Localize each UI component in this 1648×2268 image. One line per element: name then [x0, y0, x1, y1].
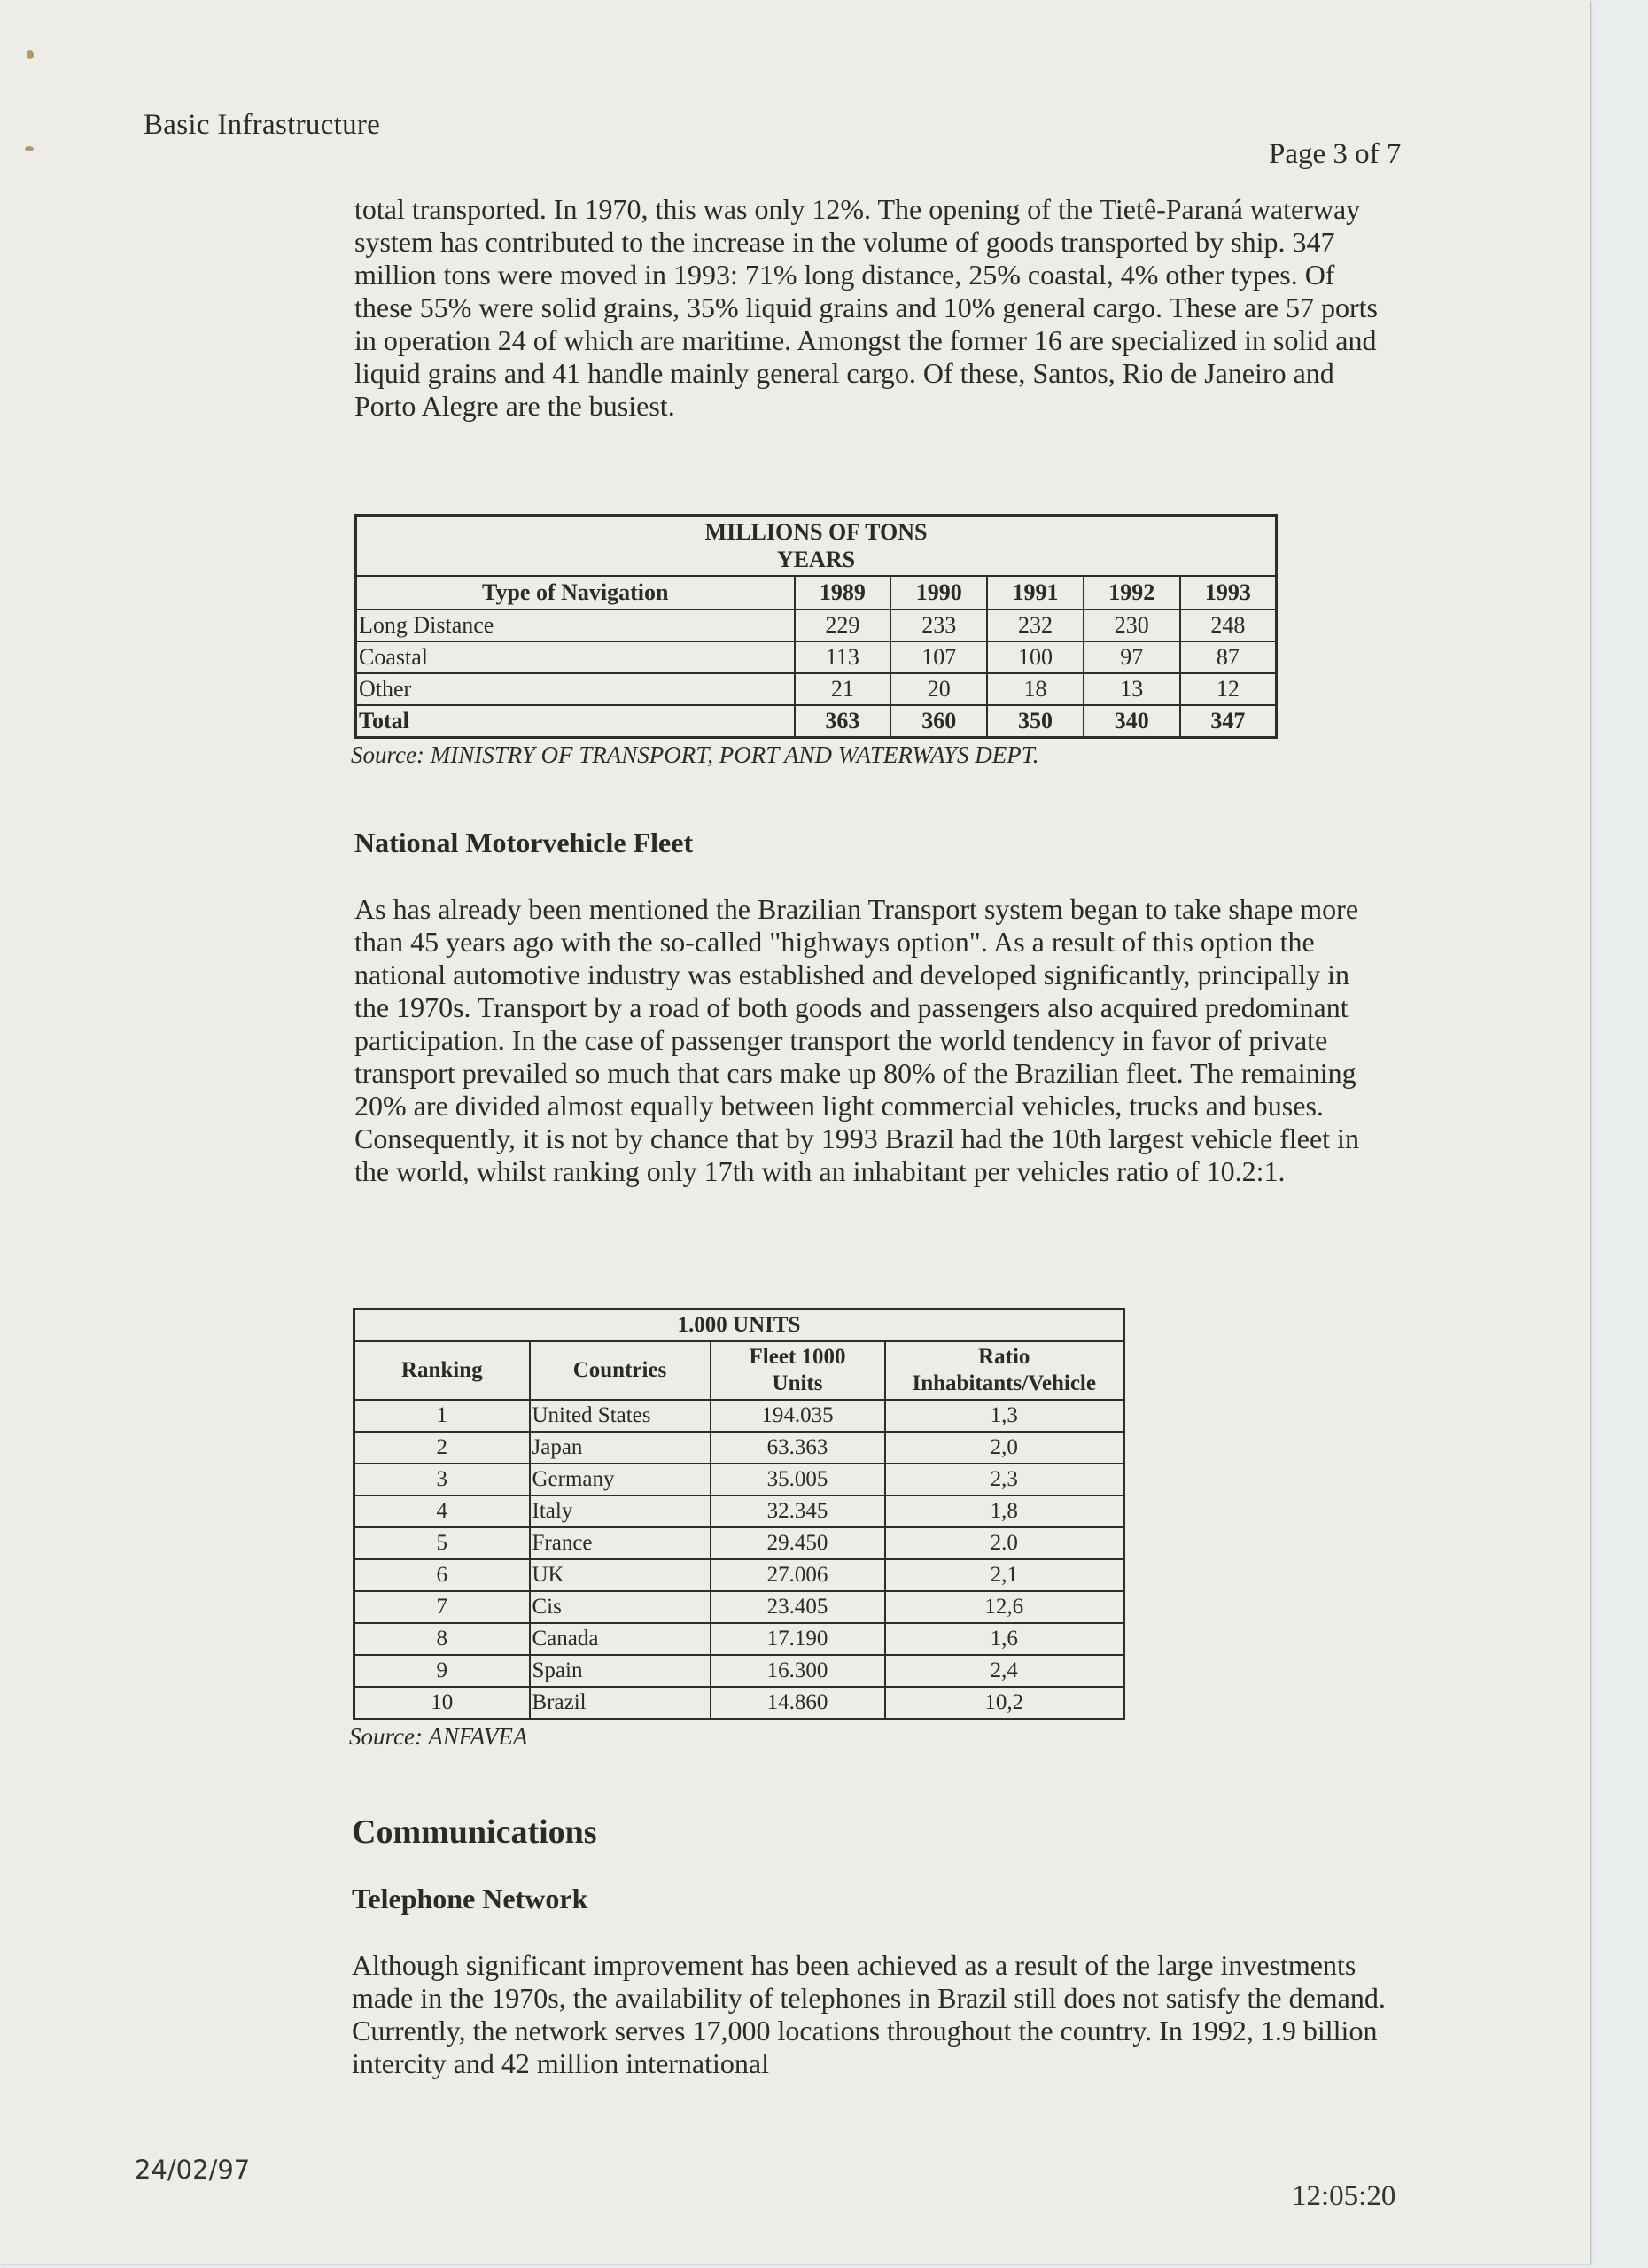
table-cell-ratio: 1,8: [885, 1495, 1124, 1527]
table-cell-country: France: [530, 1527, 711, 1559]
table-cell: 340: [1084, 705, 1180, 738]
table-cell-rank: 7: [354, 1591, 530, 1623]
table-total-row: [356, 705, 1277, 738]
table-row: [354, 1495, 1124, 1527]
table-cell-fleet: 16.300: [711, 1655, 885, 1687]
table-cell-country: Canada: [530, 1623, 711, 1655]
table-cell: 97: [1084, 641, 1180, 673]
table-cell-country: Japan: [530, 1432, 711, 1464]
table-cell-country: Italy: [530, 1495, 711, 1527]
table-cell: 230: [1084, 610, 1180, 641]
table-cell: 13: [1084, 673, 1180, 705]
column-header-year: 1990: [890, 576, 987, 610]
row-label: Other: [356, 673, 795, 705]
table-row: [354, 1591, 1124, 1623]
subsection-heading-telephone: Telephone Network: [352, 1883, 588, 1915]
table-cell-fleet: 14.860: [711, 1687, 885, 1720]
page-number: Page 3 of 7: [1269, 138, 1402, 170]
intro-block: [354, 193, 1391, 423]
table-cell: 350: [987, 705, 1084, 738]
table-row: [354, 1623, 1124, 1655]
table-cell-ratio: 2,0: [885, 1432, 1124, 1464]
table-header-row: [354, 1341, 1124, 1400]
table-title: 1.000 UNITS: [354, 1309, 1124, 1342]
table-row: [354, 1559, 1124, 1591]
table-cell-rank: 4: [354, 1495, 530, 1527]
table-header-row: [356, 576, 1277, 610]
table-cell: 360: [890, 705, 987, 738]
table-cell: 229: [795, 610, 891, 641]
table-cell-fleet: 32.345: [711, 1495, 885, 1527]
table-cell-ratio: 10,2: [885, 1687, 1124, 1720]
telephone-paragraph: Although significant improvement has been achieved as a result of the large investments made in the 1970s, the availability of telephones in Brazil still does not satisfy the demand. Currently, the network serves 17,000 locations throughout the country. In 1992, 1.9 billion intercity and 42 million international: [352, 1949, 1386, 2079]
table-cell-ratio: 1,3: [885, 1400, 1124, 1432]
table-cell-country: Germany: [530, 1464, 711, 1495]
row-label: Coastal: [356, 641, 795, 673]
table-cell: 248: [1180, 610, 1277, 641]
table-title-line: MILLIONS OF TONS: [704, 519, 928, 545]
column-header-ranking: Ranking: [354, 1341, 530, 1400]
table-cell: 113: [795, 641, 891, 673]
table-cell: 232: [987, 610, 1084, 641]
column-header-year: 1989: [795, 576, 891, 610]
communications-block: [352, 1813, 1388, 2080]
table-cell-fleet: 17.190: [711, 1623, 885, 1655]
table-row: [356, 673, 1277, 705]
table-title-row: [354, 1309, 1124, 1342]
navigation-table-block: [351, 514, 1391, 769]
column-header-countries: Countries: [530, 1341, 711, 1400]
vehicle-fleet-table: [353, 1308, 1125, 1720]
header-line: Ratio: [978, 1345, 1030, 1369]
table-cell-rank: 2: [354, 1432, 530, 1464]
fleet-table-body: [354, 1400, 1124, 1720]
table-cell: 87: [1180, 641, 1277, 673]
punch-hole-mark: [25, 146, 34, 151]
fleet-section-block: [354, 826, 1391, 1188]
column-header-type: Type of Navigation: [356, 576, 795, 610]
table-cell: 233: [890, 610, 987, 641]
table-cell: 18: [987, 673, 1084, 705]
table-cell-rank: 6: [354, 1559, 530, 1591]
table-cell: 347: [1180, 705, 1277, 738]
table-cell-country: Brazil: [530, 1687, 711, 1720]
table-cell-fleet: 35.005: [711, 1464, 885, 1495]
table-cell-ratio: 1,6: [885, 1623, 1124, 1655]
table-row: [354, 1400, 1124, 1432]
table-title: [356, 516, 1277, 577]
column-header-year: 1993: [1180, 576, 1277, 610]
table-cell-ratio: 2,3: [885, 1464, 1124, 1495]
table-cell: 12: [1180, 673, 1277, 705]
table-source-note: Source: ANFAVEA: [349, 1723, 528, 1750]
header-line: Units: [772, 1371, 823, 1395]
table-row: [354, 1687, 1124, 1720]
table-cell-rank: 9: [354, 1655, 530, 1687]
table-subtitle-line: YEARS: [776, 547, 856, 572]
punch-hole-mark: [27, 50, 34, 59]
table-row: [354, 1527, 1124, 1559]
row-label: Total: [356, 705, 795, 738]
table-title-row: [356, 516, 1277, 577]
column-header-fleet: [711, 1341, 885, 1400]
column-header-ratio: [885, 1341, 1124, 1400]
table-cell-fleet: 29.450: [711, 1527, 885, 1559]
table-cell-ratio: 2,1: [885, 1559, 1124, 1591]
section-heading-communications: Communications: [352, 1814, 597, 1851]
column-header-year: 1992: [1084, 576, 1180, 610]
table-row: [354, 1464, 1124, 1495]
table-cell-country: UK: [530, 1559, 711, 1591]
row-label: Long Distance: [356, 610, 795, 641]
table-row: [356, 610, 1277, 641]
table-cell-fleet: 194.035: [711, 1400, 885, 1432]
table-cell-fleet: 23.405: [711, 1591, 885, 1623]
footer-date: 24/02/97: [135, 2155, 251, 2185]
table-cell: 20: [890, 673, 987, 705]
table-cell-fleet: 27.006: [711, 1559, 885, 1591]
section-heading-fleet: National Motorvehicle Fleet: [354, 827, 694, 858]
table-cell: 363: [795, 705, 891, 738]
table-cell-ratio: 2,4: [885, 1655, 1124, 1687]
fleet-paragraph: As has already been mentioned the Brazilian Transport system began to take shape more than 45 years ago with the so-called "highways option". As a result of this option the national automotive industry was established and developed significantly, principally in the 1970s. Transport by a road of both goods and passengers also acquired predominant participation. In the case of passenger transport the world tendency in favor of private transport prevailed so much that cars make up 80% of the Brazilian fleet. The remaining 20% are divided almost equally between light commercial vehicles, trucks and buses. Consequently, it is not by chance that by 1993 Brazil had the 10th largest vehicle fleet in the world, whilst ranking only 17th with an inhabitant per vehicles ratio of 10.2:1.: [354, 893, 1359, 1187]
table-cell-rank: 8: [354, 1623, 530, 1655]
table-cell-country: Spain: [530, 1655, 711, 1687]
table-row: [354, 1655, 1124, 1687]
table-cell-country: United States: [530, 1400, 711, 1432]
intro-paragraph: total transported. In 1970, this was only 12%. The opening of the Tietê-Paraná waterway system has contributed to the increase in the volume of goods transported by ship. 347 million tons were moved in 1993: 71% long distance, 25% coastal, 4% other types. Of these 55% were solid grains, 35% liquid grains and 10% general cargo. These are 57 ports in operation 24 of which are maritime. Amongst the former 16 are specialized in solid and liquid grains and 41 handle mainly general cargo. Of these, Santos, Rio de Janeiro and Porto Alegre are the busiest.: [354, 193, 1378, 422]
table-cell: 107: [890, 641, 987, 673]
running-header-title: Basic Infrastructure: [144, 109, 381, 141]
footer-time: 12:05:20: [1292, 2180, 1396, 2212]
table-cell-ratio: 2.0: [885, 1527, 1124, 1559]
table-cell-fleet: 63.363: [711, 1432, 885, 1464]
table-row: [354, 1432, 1124, 1464]
header-line: Inhabitants/Vehicle: [912, 1371, 1096, 1395]
table-cell-ratio: 12,6: [885, 1591, 1124, 1623]
table-cell-country: Cis: [530, 1591, 711, 1623]
table-source-note: Source: MINISTRY OF TRANSPORT, PORT AND WATERWAYS DEPT.: [351, 742, 1039, 768]
column-header-year: 1991: [987, 576, 1084, 610]
table-cell-rank: 10: [354, 1687, 530, 1720]
navigation-tonnage-table: [354, 514, 1278, 739]
table-cell-rank: 5: [354, 1527, 530, 1559]
table-row: [356, 641, 1277, 673]
header-line: Fleet 1000: [749, 1345, 846, 1369]
table-cell-rank: 3: [354, 1464, 530, 1495]
table-cell: 100: [987, 641, 1084, 673]
fleet-table-block: [349, 1308, 1389, 1751]
table-cell-rank: 1: [354, 1400, 530, 1432]
table-cell: 21: [795, 673, 891, 705]
